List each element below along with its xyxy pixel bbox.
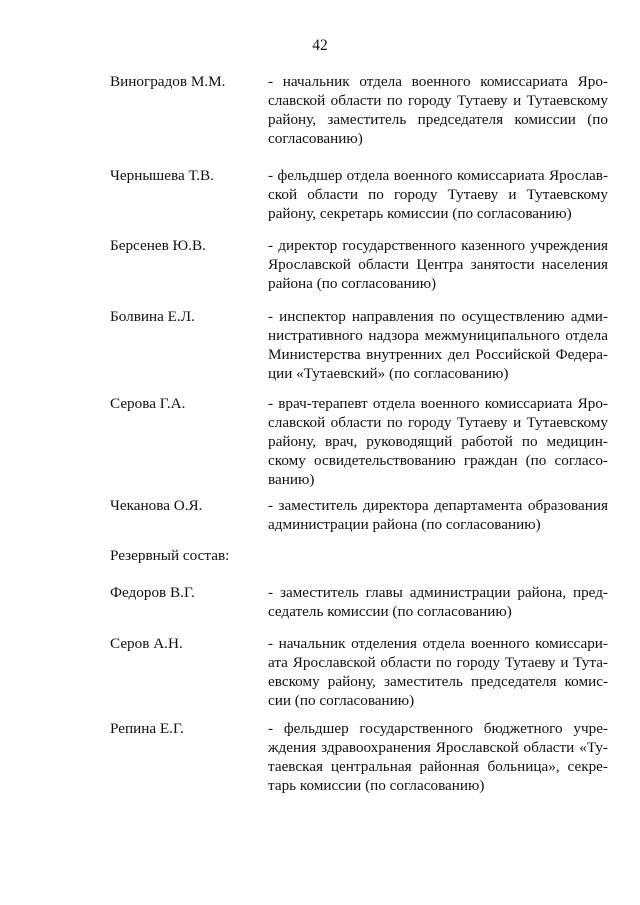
member-description <box>268 72 608 148</box>
member-description <box>268 496 608 534</box>
member-name: Чернышева Т.В. <box>110 167 214 184</box>
reserve-section-title: Резервный состав: <box>110 547 230 564</box>
description-line: ской области по городу Тутаеву и Тутаевскому <box>268 186 608 203</box>
description-line: нистративного надзора межмуниципального отдела <box>268 327 608 344</box>
description-line: - заместитель главы администрации района, пред- <box>268 584 608 601</box>
description-line: седатель комиссии (по согласованию) <box>268 603 512 620</box>
reserve-member-description <box>268 583 608 621</box>
member-description <box>268 236 608 293</box>
description-line: - директор государственного казенного учреждения <box>268 237 608 254</box>
description-line: района (по согласованию) <box>268 275 437 292</box>
description-line: району, заместитель председателя комиссии (по <box>268 111 608 128</box>
description-line: - инспектор направления по осуществлению адми- <box>268 308 608 325</box>
member-description <box>268 307 608 383</box>
description-line: Министерства внутренних дел Российской Федера- <box>268 346 608 363</box>
description-line: таевская центральная районная больница», секре- <box>268 758 608 775</box>
description-line: - фельдшер отдела военного комиссариата Ярослав- <box>268 167 608 184</box>
description-line: Ярославской области Центра занятости населения <box>268 256 608 273</box>
description-line: сии (по согласованию) <box>268 692 415 709</box>
description-line: тарь комиссии (по согласованию) <box>268 777 485 794</box>
description-line: евскому району, заместитель председателя комис- <box>268 673 608 690</box>
description-line: славской области по городу Тутаеву и Тутаевскому <box>268 92 608 109</box>
reserve-member-description <box>268 634 608 710</box>
member-description <box>268 394 608 489</box>
member-name: Болвина Е.Л. <box>110 308 195 325</box>
description-line: - начальник отделения отдела военного комиссари- <box>268 635 608 652</box>
member-name: Виноградов М.М. <box>110 73 226 90</box>
description-line: - начальник отдела военного комиссариата Яро- <box>268 73 608 90</box>
reserve-member-name: Федоров В.Г. <box>110 584 195 601</box>
description-line: - фельдшер государственного бюджетного учре- <box>268 720 608 737</box>
reserve-member-description <box>268 719 608 795</box>
description-line: району, секретарь комиссии (по согласованию) <box>268 205 572 222</box>
description-line: согласованию) <box>268 130 363 147</box>
member-name: Берсенев Ю.В. <box>110 237 206 254</box>
member-name: Чеканова О.Я. <box>110 497 203 514</box>
description-line: ванию) <box>268 471 315 488</box>
description-line: - врач-терапевт отдела военного комиссариата Яро- <box>268 395 608 412</box>
page-number: 42 <box>312 37 328 54</box>
description-line: ата Ярославской области по городу Тутаеву и Тута- <box>268 654 608 671</box>
reserve-member-name: Серов А.Н. <box>110 635 183 652</box>
reserve-member-name: Репина Е.Г. <box>110 720 184 737</box>
description-line: ждения здравоохранения Ярославской области «Ту- <box>268 739 608 756</box>
description-line: скому освидетельствованию граждан (по согласо- <box>268 452 608 469</box>
description-line: - заместитель директора департамента образования <box>268 497 608 514</box>
description-line: славской области по городу Тутаеву и Тутаевскому <box>268 414 608 431</box>
description-line: администрации района (по согласованию) <box>268 516 541 533</box>
member-description <box>268 166 608 223</box>
member-name: Серова Г.А. <box>110 395 186 412</box>
description-line: ции «Тутаевский» (по согласованию) <box>268 365 509 382</box>
description-line: району, врач, руководящий работой по медицин- <box>268 433 608 450</box>
